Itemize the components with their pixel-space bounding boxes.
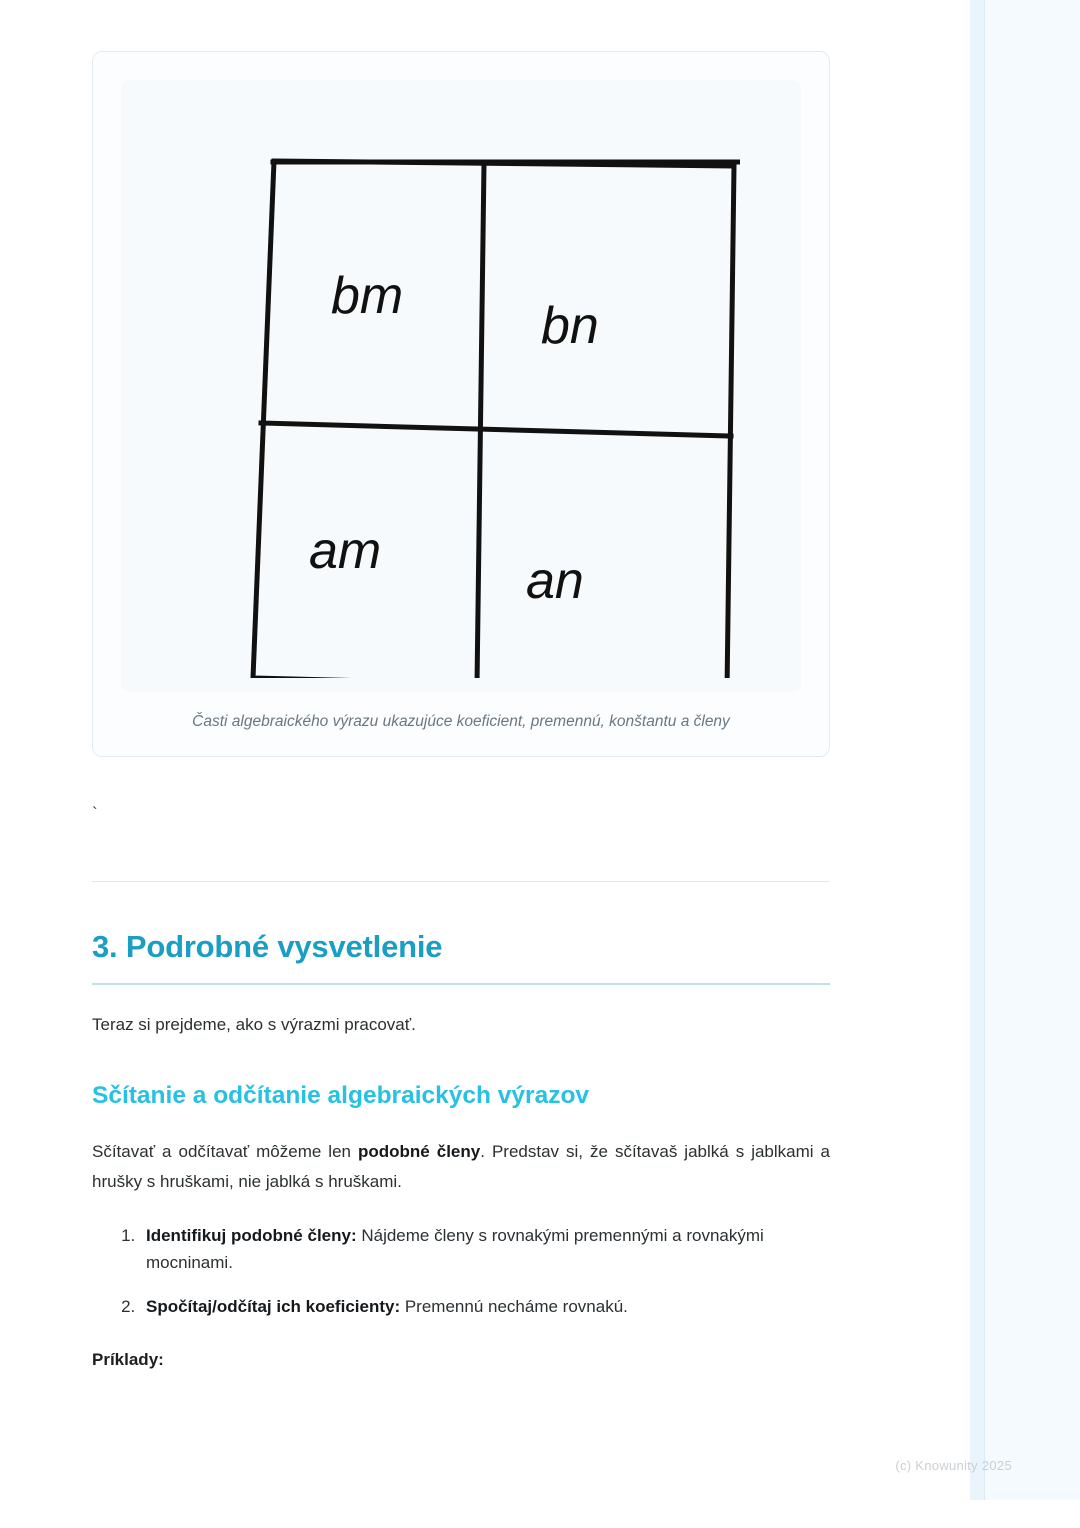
paragraph-part-2: . Predstav si, že sčítavaš jablká s jablkami a hrušky s hruškami, nie jablká s hruškami. [92, 1142, 831, 1191]
list-item [140, 1222, 830, 1277]
cell-label-an: an [526, 552, 584, 610]
step-1-text: Nájdeme členy s rovnakými premennými a rovnakými mocninami. [146, 1225, 764, 1273]
paragraph-bold-1: podobné členy [358, 1142, 481, 1162]
step-2-label: Spočítaj/odčítaj ich koeficienty: [146, 1296, 401, 1316]
figure-image-area [121, 80, 801, 692]
cell-label-am: am [309, 522, 382, 580]
subsection-title: Sčítanie a odčítanie algebraických výrazov [92, 1081, 590, 1109]
watermark: (c) Knowunity 2025 [895, 1458, 1012, 1473]
step-1-label: Identifikuj podobné členy: [146, 1225, 357, 1245]
paragraph-part-1: Sčítavať a odčítavať môžeme len [92, 1142, 358, 1162]
cell-label-bn: bn [541, 297, 599, 355]
figure-card [92, 51, 830, 757]
document-content [92, 0, 830, 1370]
step-2-text: Premennú necháme rovnakú. [400, 1296, 628, 1316]
figure-caption: Časti algebraického výrazu ukazujúce koeficient, premennú, konštantu a členy [192, 713, 730, 730]
page-edge-inner [984, 0, 1080, 1500]
section-divider [92, 881, 830, 882]
stray-backtick: ` [92, 804, 98, 824]
examples-label: Príklady: [92, 1350, 164, 1370]
cell-label-bm: bm [331, 267, 404, 325]
steps-list [92, 1222, 830, 1321]
section-intro-text: Teraz si prejdeme, ako s výrazmi pracovať. [92, 1015, 416, 1035]
page-edge-band [970, 0, 1080, 1500]
area-model-diagram [181, 98, 741, 678]
subsection-paragraph [92, 1137, 830, 1195]
list-item [140, 1293, 830, 1321]
title-underline [92, 983, 830, 985]
page-title: 3. Podrobné vysvetlenie [92, 929, 443, 965]
